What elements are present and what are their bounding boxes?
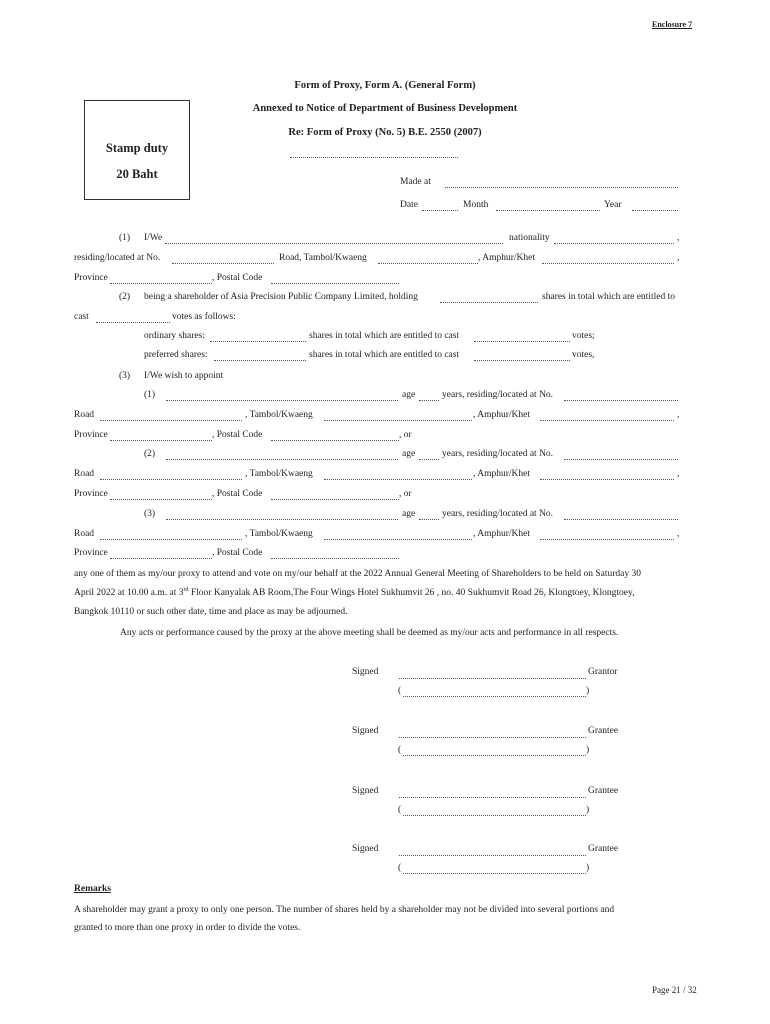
remarks-text: A shareholder may grant a proxy to only one person. The number of shares held by a shareholder may not be divided into several portions and	[74, 905, 615, 915]
proxy-number: (1)	[144, 390, 156, 400]
month-field[interactable]	[496, 210, 600, 211]
signer-role: Grantee	[588, 844, 619, 854]
close-paren: )	[586, 805, 590, 815]
enclosure-label: Enclosure 7	[652, 20, 693, 29]
punctuation: ,	[677, 233, 680, 243]
road-field[interactable]	[100, 479, 242, 480]
iwe-label: I/We	[144, 233, 163, 243]
ordinary-shares-label: ordinary shares:	[144, 331, 205, 341]
form-reference: Re: Form of Proxy (No. 5) B.E. 2550 (2007)	[288, 127, 482, 138]
meeting-paragraph-line: any one of them as my/our proxy to attend and vote on my/our behalf at the 2022 Annual General Meeting of Shareholders to be held on Saturday 30	[74, 569, 641, 579]
open-paren: (	[398, 745, 402, 755]
appoint-label: I/We wish to appoint	[144, 371, 224, 381]
preferred-cast-text: shares in total which are entitled to cast	[309, 350, 460, 360]
amphur-field[interactable]	[542, 263, 674, 264]
signed-label: Signed	[352, 844, 379, 854]
form-subtitle: Annexed to Notice of Department of Business Development	[252, 103, 518, 114]
proxy-name-field[interactable]	[166, 519, 398, 520]
proxy-name-field[interactable]	[166, 400, 398, 401]
province-field[interactable]	[110, 283, 212, 284]
age-field[interactable]	[419, 400, 439, 401]
road-field[interactable]	[100, 539, 242, 540]
or-label: , or	[399, 489, 412, 499]
meeting-date-text: April 2022 at 10.00 a.m. at 3	[74, 588, 184, 599]
section1-number: (1)	[119, 233, 131, 243]
printed-name-field[interactable]	[403, 696, 586, 697]
votes-as-follows-text: votes as follows:	[172, 312, 236, 322]
page-number: Page 21 / 32	[652, 985, 697, 995]
punctuation: ,	[677, 253, 680, 263]
tambol-field[interactable]	[324, 539, 472, 540]
open-paren: (	[398, 863, 402, 873]
section3-number: (3)	[119, 371, 131, 381]
close-paren: )	[586, 863, 590, 873]
date-field[interactable]	[422, 210, 458, 211]
name-field[interactable]	[165, 243, 503, 244]
stamp-duty-amount: 20 Baht	[116, 167, 158, 181]
signature-field[interactable]	[399, 797, 586, 798]
year-field[interactable]	[632, 210, 678, 211]
preferred-shares-field[interactable]	[214, 360, 306, 361]
amphur-label: , Amphur/Khet	[478, 253, 535, 263]
shareholder-text: being a shareholder of Asia Precision Public Company Limited, holding	[144, 292, 418, 302]
signed-label: Signed	[352, 667, 379, 677]
open-paren: (	[398, 686, 402, 696]
signed-label: Signed	[352, 726, 379, 736]
signature-field[interactable]	[399, 855, 586, 856]
amphur-field[interactable]	[540, 539, 674, 540]
years-residing-label: years, residing/located at No.	[442, 449, 554, 459]
road-label: Road	[74, 469, 95, 479]
province-field[interactable]	[110, 558, 212, 559]
postal-code-label: , Postal Code	[212, 548, 263, 558]
residing-label: residing/located at No.	[74, 253, 161, 263]
road-field[interactable]	[100, 420, 242, 421]
years-residing-label: years, residing/located at No.	[442, 390, 554, 400]
province-field[interactable]	[110, 440, 212, 441]
made-at-field[interactable]	[445, 187, 678, 188]
month-label: Month	[463, 200, 489, 210]
total-votes-field[interactable]	[96, 322, 170, 323]
age-field[interactable]	[419, 459, 439, 460]
preferred-shares-label: preferred shares:	[144, 350, 208, 360]
address-number-field[interactable]	[564, 400, 678, 401]
ordinary-shares-field[interactable]	[210, 341, 306, 342]
amphur-label: , Amphur/Khet	[473, 469, 530, 479]
preferred-votes-field[interactable]	[474, 360, 570, 361]
acts-statement: Any acts or performance caused by the proxy at the above meeting shall be deemed as my/our acts and performance in all respects.	[120, 628, 619, 638]
nationality-label: nationality	[509, 233, 550, 243]
province-label: Province	[74, 430, 108, 440]
remarks-heading: Remarks	[74, 884, 111, 894]
signer-role: Grantor	[588, 667, 618, 677]
or-label: , or	[399, 430, 412, 440]
age-label: age	[402, 390, 416, 400]
amphur-field[interactable]	[540, 420, 674, 421]
close-paren: )	[586, 686, 590, 696]
tambol-field[interactable]	[324, 479, 472, 480]
punctuation: ,	[677, 469, 680, 479]
house-number-field[interactable]	[172, 263, 274, 264]
preferred-votes-label: votes,	[572, 350, 595, 360]
remarks-text: granted to more than one proxy in order to divide the votes.	[74, 923, 301, 933]
postal-code-field[interactable]	[271, 283, 399, 284]
ordinary-cast-text: shares in total which are entitled to cast	[309, 331, 460, 341]
signer-role: Grantee	[588, 786, 619, 796]
province-label: Province	[74, 489, 108, 499]
tambol-field[interactable]	[324, 420, 472, 421]
tambol-label: , Tambol/Kwaeng	[245, 469, 313, 479]
postal-code-label: , Postal Code	[212, 489, 263, 499]
amphur-field[interactable]	[540, 479, 674, 480]
date-label: Date	[400, 200, 418, 210]
signature-field[interactable]	[399, 737, 586, 738]
cast-label: cast	[74, 312, 89, 322]
signed-label: Signed	[352, 786, 379, 796]
age-label: age	[402, 509, 416, 519]
printed-name-field[interactable]	[403, 873, 586, 874]
postal-code-field[interactable]	[271, 440, 399, 441]
amphur-label: , Amphur/Khet	[473, 410, 530, 420]
ordinal-suffix: rd	[183, 587, 189, 593]
postal-code-label: , Postal Code	[212, 273, 263, 283]
tambol-label: , Tambol/Kwaeng	[245, 529, 313, 539]
meeting-venue-text: Floor Kanyalak AB Room,The Four Wings Hotel Sukhumvit 26 , no. 40 Sukhumvit Road 26, Klongtoey, Klongtoey,	[188, 588, 635, 599]
road-tambol-label: Road, Tambol/Kwaeng	[279, 253, 367, 263]
shares-entitled-text: shares in total which are entitled to	[542, 292, 675, 302]
printed-name-field[interactable]	[403, 815, 586, 816]
road-label: Road	[74, 529, 95, 539]
ordinary-votes-label: votes;	[572, 331, 595, 341]
address-number-field[interactable]	[564, 519, 678, 520]
punctuation: ,	[677, 410, 680, 420]
heading-separator	[290, 157, 458, 158]
age-field[interactable]	[419, 519, 439, 520]
open-paren: (	[398, 805, 402, 815]
tambol-label: , Tambol/Kwaeng	[245, 410, 313, 420]
postal-code-field[interactable]	[271, 558, 399, 559]
close-paren: )	[586, 745, 590, 755]
years-residing-label: years, residing/located at No.	[442, 509, 554, 519]
total-shares-field[interactable]	[440, 302, 538, 303]
ordinary-votes-field[interactable]	[474, 341, 570, 342]
address-number-field[interactable]	[564, 459, 678, 460]
section2-number: (2)	[119, 292, 131, 302]
signer-role: Grantee	[588, 726, 619, 736]
age-label: age	[402, 449, 416, 459]
road-label: Road	[74, 410, 95, 420]
punctuation: ,	[677, 529, 680, 539]
amphur-label: , Amphur/Khet	[473, 529, 530, 539]
stamp-duty-label: Stamp duty	[105, 141, 169, 155]
proxy-name-field[interactable]	[166, 459, 398, 460]
stamp-duty-box	[84, 100, 190, 200]
meeting-paragraph-line	[74, 587, 635, 598]
made-at-label: Made at	[400, 177, 431, 187]
proxy-number: (3)	[144, 509, 156, 519]
province-label: Province	[74, 273, 108, 283]
meeting-paragraph-line: Bangkok 10110 or such other date, time and place as may be adjourned.	[74, 607, 348, 617]
province-label: Province	[74, 548, 108, 558]
form-title: Form of Proxy, Form A. (General Form)	[294, 80, 476, 91]
printed-name-field[interactable]	[403, 755, 586, 756]
proxy-number: (2)	[144, 449, 156, 459]
signature-field[interactable]	[399, 678, 586, 679]
postal-code-field[interactable]	[271, 499, 399, 500]
postal-code-label: , Postal Code	[212, 430, 263, 440]
province-field[interactable]	[110, 499, 212, 500]
year-label: Year	[604, 200, 622, 210]
nationality-field[interactable]	[554, 243, 674, 244]
road-tambol-field[interactable]	[378, 263, 478, 264]
